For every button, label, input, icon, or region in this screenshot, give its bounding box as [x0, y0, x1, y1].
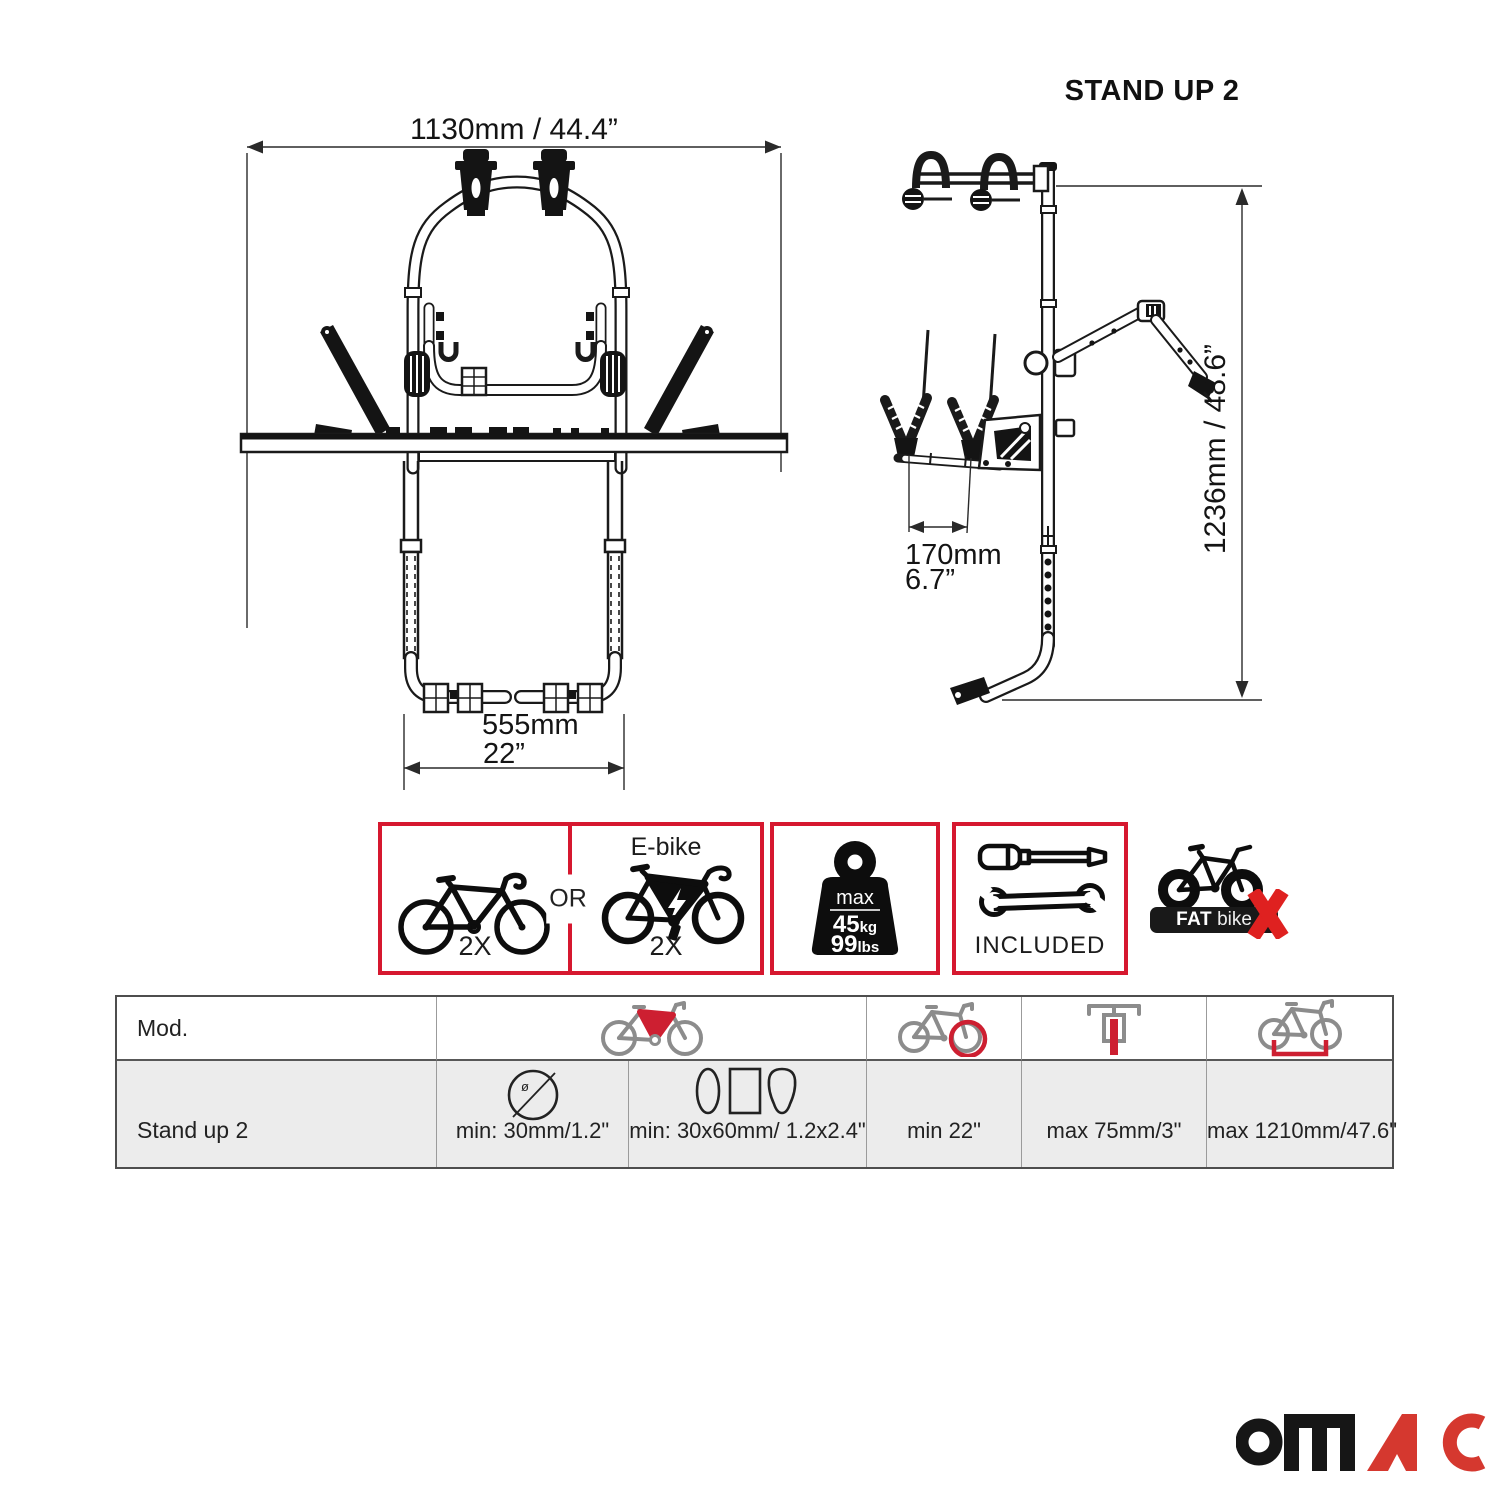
frame-clamp-left — [455, 149, 497, 216]
wheel-min-value: min 22" — [907, 1118, 981, 1143]
height-dimension-label: 1236mm / 48.6” — [1199, 343, 1232, 555]
spacing-in-label: 6.7” — [905, 564, 955, 596]
max-label: max — [836, 887, 874, 909]
tube-shapes-icon — [692, 1066, 804, 1116]
folding-arm-right — [644, 325, 721, 447]
table-header-wheelbase — [1207, 997, 1392, 1061]
strap-knob-left — [404, 351, 430, 397]
table-header-seatpost — [1022, 997, 1207, 1061]
spacing-mm-label: 170mm — [905, 539, 1002, 571]
lower-tube-left — [401, 461, 505, 712]
fat-bike-not-allowed — [1148, 843, 1298, 943]
bike-frame-icon — [600, 999, 704, 1057]
spec-table — [115, 995, 1398, 1169]
table-cell-wheel — [867, 1061, 1022, 1167]
lbs-value: 99 — [830, 931, 858, 958]
table-header-mod — [117, 997, 437, 1061]
tools-icon — [972, 838, 1112, 926]
model-name: Stand up 2 — [137, 1117, 249, 1143]
or-label: OR — [546, 874, 590, 923]
table-cell-wheelbase — [1207, 1061, 1398, 1167]
lbs-unit: lbs — [857, 939, 880, 956]
bike-label: bike — [1217, 909, 1252, 930]
seatpost-max-value: max 75mm/3" — [1046, 1118, 1182, 1143]
table-header-wheel — [867, 997, 1022, 1061]
folding-arm-left — [313, 325, 390, 447]
table-cell-tube-oval — [629, 1061, 867, 1167]
foot-width-mm-label: 555mm — [482, 709, 579, 741]
table-header-frame — [437, 997, 867, 1061]
page-title: STAND UP 2 — [1064, 75, 1240, 107]
bike-wheelbase-icon — [1250, 998, 1350, 1058]
tools-included-badge — [952, 822, 1128, 975]
front-width-dimension-label: 1130mm / 44.4” — [410, 113, 618, 146]
kg-unit: kg — [859, 919, 878, 936]
ebike-title: E-bike — [630, 833, 702, 861]
max-weight-badge — [770, 822, 940, 975]
fat-label: FAT — [1176, 909, 1213, 930]
bike-capacity-badge — [378, 822, 764, 975]
seatpost-icon — [1059, 999, 1169, 1057]
weight-icon — [800, 840, 910, 962]
table-cell-seatpost — [1022, 1061, 1207, 1167]
front-view-drawing — [241, 141, 787, 791]
kg-value: 45 — [832, 911, 860, 938]
included-label: INCLUDED — [974, 932, 1106, 959]
strap-knob-right — [600, 351, 626, 397]
lower-tube-right — [521, 461, 625, 712]
bike-qty-label: 2X — [458, 931, 492, 961]
center-buckle — [462, 368, 486, 395]
cross-icon — [1246, 889, 1290, 939]
tube-oval-min-value: min: 30x60mm/ 1.2x2.4" — [629, 1118, 866, 1143]
omac-logo — [1236, 1402, 1498, 1482]
table-cell-model — [117, 1061, 437, 1167]
top-wheel-clamps — [902, 155, 1048, 211]
ebike-qty-label: 2X — [649, 931, 683, 961]
mod-header-label: Mod. — [137, 1014, 189, 1041]
wheelbase-max-value: max 1210mm/47.6" — [1207, 1118, 1398, 1143]
tube-round-min-value: min: 30mm/1.2" — [455, 1118, 610, 1143]
frame-clamp-right — [533, 149, 575, 216]
bike-wheel-size-icon — [896, 999, 992, 1057]
wheel-holder-1 — [885, 330, 928, 462]
diameter-symbol: ø — [520, 1079, 529, 1094]
table-cell-tube-round — [437, 1061, 629, 1167]
tube-diameter-icon — [504, 1066, 562, 1124]
foot-width-in-label: 22” — [483, 738, 525, 770]
